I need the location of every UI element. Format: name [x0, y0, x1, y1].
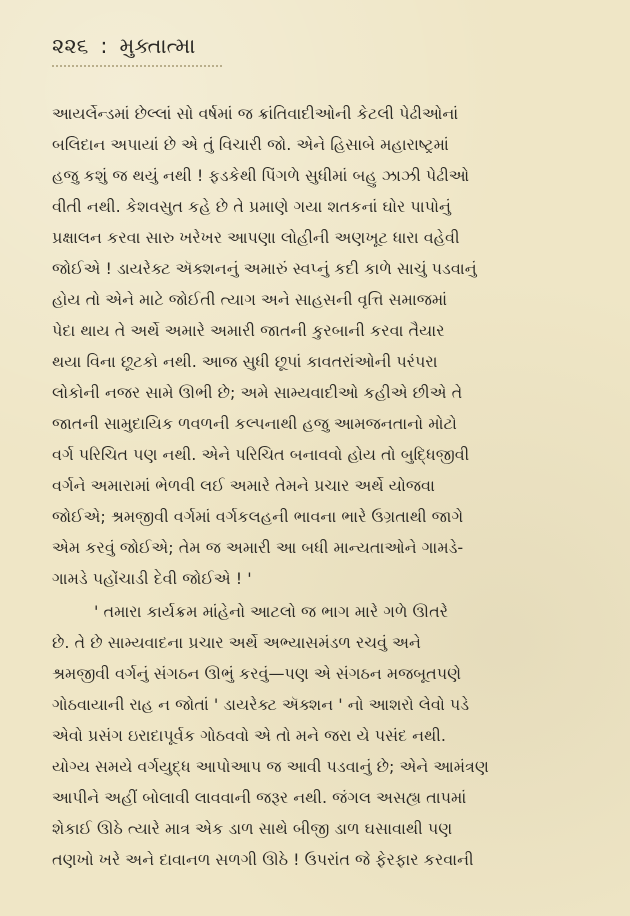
- text-line: છે. તે છે સામ્યવાદના પ્રચાર અર્થે અભ્યાસમંડળ રચવું અને: [52, 633, 421, 652]
- text-line: થયા વિના છૂટકો નથી. આજ સુધી છૂપાં કાવતરાંઓની પરંપરા: [52, 352, 438, 371]
- paragraph-1: [52, 98, 578, 594]
- text-line: ' તમારા કાર્યક્રમ માંહેનો આટલો જ ભાગ મારે ગળે ઊતરે: [94, 602, 448, 621]
- running-title: મુક્તાત્મા: [119, 34, 196, 58]
- text-line: શેકાઈ ઊઠે ત્યારે માત્ર એક ડાળ સાથે બીજી ડાળ ઘસાવાથી પણ: [52, 819, 453, 838]
- text-line: યોગ્ય સમયે વર્ગયુદ્ધ આપોઆપ જ આવી પડવાનું છે; એને આમંત્રણ: [52, 757, 489, 776]
- text-line: ગોઠવાયાની રાહ ન જોતાં ' ડાયરેક્ટ ઍક્શન ' નો આશરો લેવો પડે: [52, 695, 470, 714]
- text-line: વર્ગને અમારામાં ભેળવી લઈ અમારે તેમને પ્રચાર અર્થે યોજવા: [52, 476, 435, 495]
- text-line: એમ કરવું જોઈએ; તેમ જ અમારી આ બધી માન્યતાઓને ગામડે-: [52, 538, 464, 557]
- text-line: આપીને અહીં બોલાવી લાવવાની જરૂર નથી. જંગલ અસહ્ય તાપમાં: [52, 788, 467, 807]
- text-line: તણખો ખરે અને દાવાનળ સળગી ઊઠે ! ઉપરાંત જે ફેરફાર કરવાની: [52, 850, 474, 869]
- page-number: ૨૨૬: [52, 34, 89, 58]
- text-line: પેદા થાય તે અર્થે અમારે અમારી જાતની કુરબાની કરવા તૈયાર: [52, 321, 445, 340]
- text-line: હોય તો એને માટે જોઈતી ત્યાગ અને સાહસની વૃત્તિ સમાજમાં: [52, 290, 448, 309]
- text-line: શ્રમજીવી વર્ગનું સંગઠન ઊભું કરવું—પણ એ સંગઠન મજબૂતપણે: [52, 664, 462, 683]
- text-line: આયર્લેન્ડમાં છેલ્લાં સો વર્ષમાં જ ક્રાંતિવાદીઓની કેટલી પેઢીઓનાં: [52, 104, 459, 123]
- paragraph-2: [52, 596, 578, 875]
- text-line: હજુ કશું જ થયું નથી ! ફડકેથી પિંગળે સુધીમાં બહુ ઝાઝી પેઢીઓ: [52, 166, 470, 185]
- text-line: એવો પ્રસંગ ઇરાદાપૂર્વક ગોઠવવો એ તો મને જરા યે પસંદ નથી.: [52, 726, 446, 745]
- text-line: જોઈએ; શ્રમજીવી વર્ગમાં વર્ગકલહની ભાવના ભારે ઉગ્રતાથી જાગે: [52, 507, 464, 526]
- header-separator: :: [100, 34, 108, 58]
- text-line: બલિદાન અપાયાં છે એ તું વિચારી જો. એને હિસાબે મહારાષ્ટ્રમાં: [52, 135, 449, 154]
- text-line: લોકોની નજર સામે ઊભી છે; અમે સામ્યવાદીઓ કહીએ છીએ તે: [52, 383, 463, 402]
- text-line: પ્રક્ષાલન કરવા સારુ ખરેખર આપણા લોહીની અણખૂટ ધારા વહેવી: [52, 228, 460, 247]
- page-header: [52, 34, 578, 68]
- text-line: વર્ગ પરિચિત પણ નથી. એને પરિચિત બનાવવો હોય તો બુદ્ધિજીવી: [52, 445, 470, 464]
- text-line: ગામડે પહોંચાડી દેવી જોઈએ ! ': [52, 569, 252, 588]
- text-line: જાતની સામુદાયિક ળવળની કલ્પનાથી હજુ આમજનતાનો મોટો: [52, 414, 457, 433]
- body-text: [52, 98, 578, 875]
- text-line: જોઈએ ! ડાયરેક્ટ ઍક્શનનું અમારું સ્વપ્નું કદી કાળે સાચું પડવાનું: [52, 259, 477, 278]
- text-line: વીતી નથી. કેશવસુત કહે છે તે પ્રમાણે ગયા શતકનાં ઘોર પાપોનું: [52, 197, 451, 216]
